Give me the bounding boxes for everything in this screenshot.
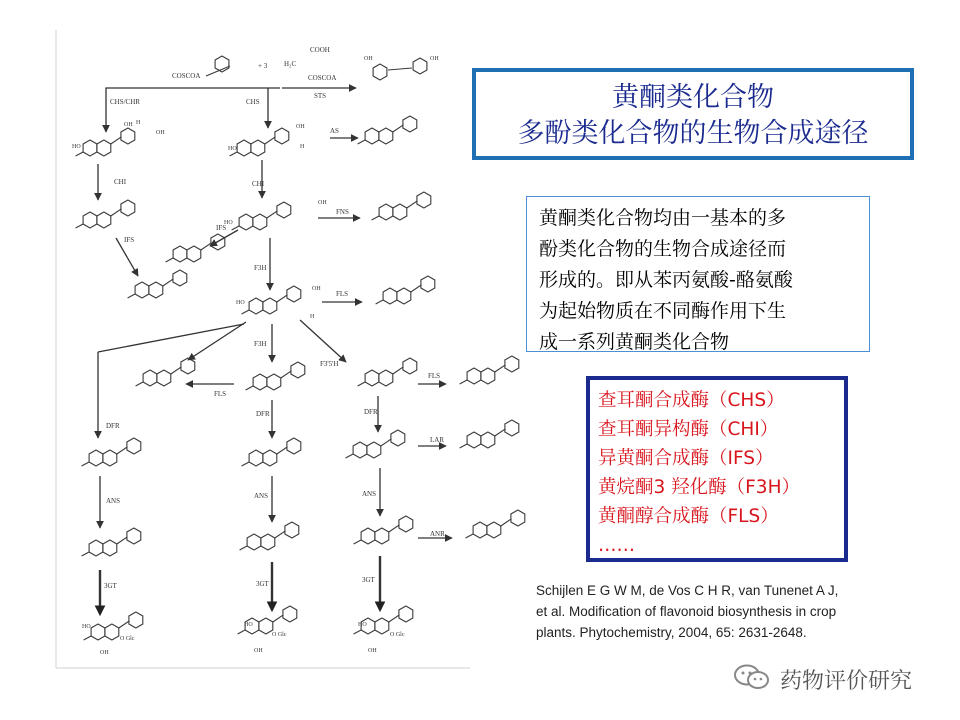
enzyme-dfr-left: DFR	[106, 422, 120, 430]
enzyme-fls-left: FLS	[214, 390, 227, 398]
watermark-text: 药物评价研究	[780, 669, 913, 694]
enzyme-fns: FNS	[336, 208, 349, 216]
pathway-labels	[72, 46, 445, 656]
flavonoid-structure	[76, 128, 135, 156]
flavonoid-structure	[82, 528, 141, 556]
enzyme-3gt-mid: 3GT	[256, 580, 269, 588]
reaction-arrows	[98, 88, 452, 614]
enzyme-fls-main: FLS	[336, 290, 349, 298]
atom-label: OH	[296, 124, 305, 130]
atom-label: H	[136, 120, 141, 126]
atom-label: O Glc	[272, 632, 287, 638]
flavonoid-structure	[358, 358, 417, 386]
flavonoid-structure	[246, 362, 305, 390]
watermark	[732, 660, 942, 694]
atom-label: OH	[156, 130, 165, 136]
reaction-arrow	[188, 322, 246, 360]
enzyme-item-chi: 查耳酮异构酶（CHI）	[598, 419, 779, 440]
enzyme-lar: LAR	[430, 436, 444, 444]
atom-label: H	[310, 314, 315, 320]
reaction-arrow	[300, 320, 346, 362]
atom-label: HO	[224, 220, 233, 226]
enzyme-item-f3h: 黄烷酮3 羟化酶（F3H）	[598, 477, 800, 498]
flavonoid-structure	[358, 116, 417, 144]
flavonoid-structure	[242, 438, 301, 466]
atom-label: H	[300, 144, 305, 150]
flavonoid-structure	[232, 202, 291, 230]
malonyl-h2c-label: H₂C	[284, 60, 297, 68]
enzyme-3gt-left: 3GT	[104, 582, 117, 590]
phenyl-ring-structure	[373, 64, 387, 80]
reference-citation	[536, 580, 916, 643]
enzyme-item-chs: 查耳酮合成酶（CHS）	[598, 390, 785, 411]
enzyme-chs: CHS	[246, 98, 260, 106]
atom-label: HO	[358, 622, 367, 628]
enzyme-fls-right: FLS	[428, 372, 441, 380]
enzyme-ans-mid: ANS	[254, 492, 269, 500]
reference-line: Schijlen E G W M, de Vos C H R, van Tunenet A J,	[536, 583, 839, 598]
atom-label: OH	[430, 56, 439, 62]
description-line: 酚类化合物的生物合成途径而	[539, 238, 787, 260]
wechat-icon	[732, 662, 774, 692]
enzyme-f3p5h: F3'5'H	[320, 360, 339, 368]
enzyme-list-box	[586, 376, 848, 562]
flavonoid-structure	[466, 510, 525, 538]
flavonoid-structure	[376, 276, 435, 304]
reference-line: plants. Phytochemistry, 2004, 65: 2631-2648.	[536, 625, 807, 640]
enzyme-dfr-right: DFR	[364, 408, 378, 416]
enzyme-f3h: F3H	[254, 264, 267, 272]
title-box	[472, 68, 914, 160]
enzyme-dfr-mid: DFR	[256, 410, 270, 418]
atom-label: HO	[72, 144, 81, 150]
enzyme-item-ifs: 异黄酮合成酶（IFS）	[598, 448, 774, 469]
enzyme-sts: STS	[314, 92, 327, 100]
enzyme-ifs-mid: IFS	[216, 224, 227, 232]
description-line: 黄酮类化合物均由一基本的多	[539, 207, 787, 229]
atom-label: HO	[244, 622, 253, 628]
flavonoid-structure	[76, 200, 135, 228]
enzyme-chi-right: CHI	[252, 180, 265, 188]
enzyme-ans-left: ANS	[106, 497, 121, 505]
atom-label: HO	[228, 146, 237, 152]
atom-label: OH	[100, 650, 109, 656]
title-line-2: 多酚类化合物的生物合成途径	[517, 118, 869, 149]
flavonoid-structure	[136, 358, 195, 386]
enzyme-anr: ANR	[430, 530, 445, 538]
atom-label: OH	[312, 286, 321, 292]
description-line: 形成的。即从苯丙氨酸-酪氨酸	[539, 269, 793, 291]
flavonoid-structure	[354, 606, 413, 634]
flavonoid-structure	[242, 286, 301, 314]
reaction-arrow	[210, 230, 238, 246]
atom-label: O Glc	[390, 632, 405, 638]
atom-label: OH	[318, 200, 327, 206]
description-line: 为起始物质在不同酶作用下生	[539, 300, 787, 322]
atom-label: OH	[124, 122, 133, 128]
reference-line: et al. Modification of flavonoid biosynthesis in crop	[536, 604, 837, 619]
substrate-multiplier: + 3	[258, 62, 268, 70]
flavonoid-structure	[346, 430, 405, 458]
enzyme-3gt-right: 3GT	[362, 576, 375, 584]
malonyl-coscoa-label: COSCOA	[308, 74, 337, 82]
atom-label: O Glc	[120, 636, 135, 642]
flavonoid-structure	[372, 192, 431, 220]
atom-label: OH	[368, 648, 377, 654]
flavonoid-structure	[354, 516, 413, 544]
flavonoid-structure	[82, 438, 141, 466]
malonyl-cooh-label: COOH	[310, 46, 330, 54]
atom-label: OH	[254, 648, 263, 654]
flavonoid-structure	[230, 128, 289, 156]
flavonoid-structure	[238, 606, 297, 634]
flavonoid-structure	[460, 420, 519, 448]
title-line-1: 黄酮类化合物	[612, 82, 774, 113]
enzyme-chs-chr: CHS/CHR	[110, 98, 140, 106]
phenyl-ring-structure	[413, 58, 427, 74]
enzyme-as: AS	[330, 127, 339, 135]
flavonoid-structure	[240, 522, 299, 550]
flavonoid-structure	[166, 234, 225, 262]
enzyme-item-fls: 黄酮醇合成酶（FLS）	[598, 506, 779, 527]
atom-label: HO	[236, 300, 245, 306]
atom-label: OH	[364, 56, 373, 62]
enzyme-item-ellipsis: ……	[598, 535, 635, 556]
enzyme-chi-left: CHI	[114, 178, 127, 186]
flavonoid-structure	[460, 356, 519, 384]
description-line: 成一系列黄酮类化合物	[539, 331, 730, 353]
substrate-coumaroyl-label: COSCOA	[172, 72, 201, 80]
description-box	[526, 196, 870, 352]
enzyme-ifs-left: IFS	[124, 236, 135, 244]
enzyme-f3h-b: F3H	[254, 340, 267, 348]
atom-label: HO	[82, 624, 91, 630]
enzyme-ans-right: ANS	[362, 490, 377, 498]
